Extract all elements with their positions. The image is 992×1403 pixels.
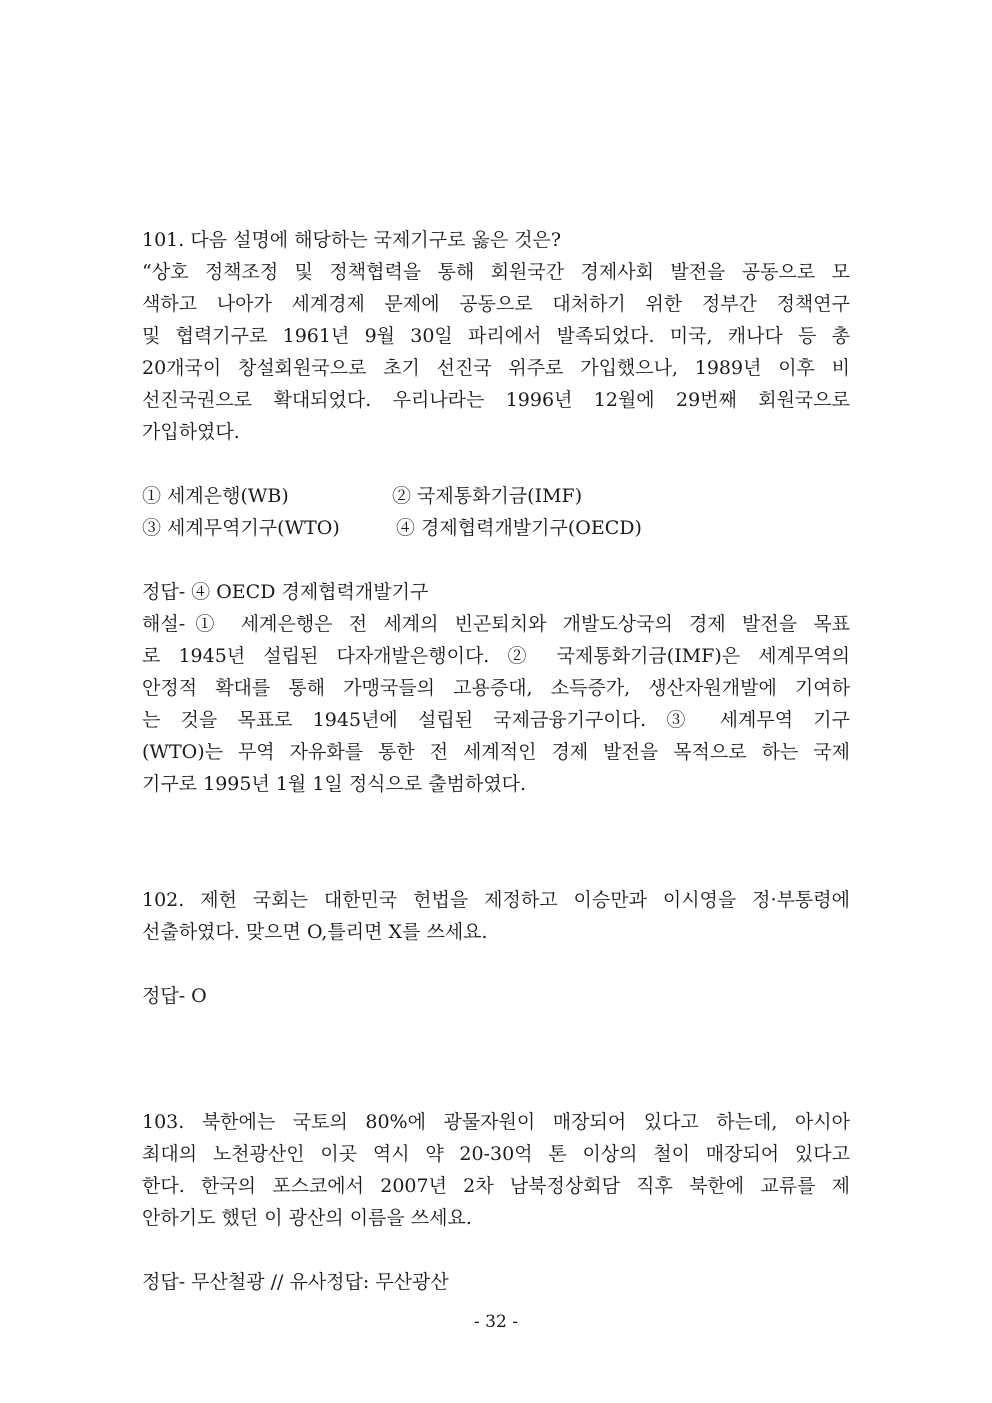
question-101	[142, 224, 850, 800]
passage-line: 색하고 나아가 세계경제 문제에 공동으로 대처하기 위한 정부간 정책연구	[142, 293, 850, 315]
question-103-text: 103. 북한에는 국토의 80%에 광물자원이 매장되어 있다고 하는데, 아시아	[142, 1111, 850, 1133]
option-1: ① 세계은행(WB)	[142, 485, 289, 507]
option-3: ③ 세계무역기구(WTO)	[142, 517, 340, 539]
answer-102: 정답- O	[142, 985, 207, 1007]
question-102-text: 102. 제헌 국회는 대한민국 헌법을 제정하고 이승만과 이시영을 정·부통령에	[142, 889, 850, 911]
page-content	[142, 224, 850, 1298]
page-number: - 32 -	[474, 1312, 518, 1332]
question-101-text: 101. 다음 설명에 해당하는 국제기구로 옳은 것은?	[142, 229, 562, 251]
question-102-text: 선출하였다. 맞으면 O,틀리면 X를 쓰세요.	[142, 921, 488, 943]
explanation-line: (WTO)는 무역 자유화를 통한 전 세계적인 경제 발전을 목적으로 하는 국제	[142, 741, 850, 763]
question-102	[142, 884, 850, 1012]
options-row-1	[142, 480, 850, 512]
options-row-2	[142, 512, 850, 544]
passage-line: 가입하였다.	[142, 421, 240, 443]
explanation-line: 는 것을 목표로 1945년에 설립된 국제금융기구이다. ③ 세계무역 기구	[142, 709, 850, 731]
option-2: ② 국제통화기금(IMF)	[392, 485, 583, 507]
question-103-text: 한다. 한국의 포스코에서 2007년 2차 남북정상회담 직후 북한에 교류를 제	[142, 1175, 850, 1197]
passage-line: “상호 정책조정 및 정책협력을 통해 회원국간 경제사회 발전을 공동으로 모	[142, 261, 850, 283]
explanation-line: 로 1945년 설립된 다자개발은행이다. ② 국제통화기금(IMF)은 세계무역의	[142, 645, 850, 667]
passage-line: 선진국권으로 확대되었다. 우리나라는 1996년 12월에 29번째 회원국으로	[142, 389, 850, 411]
question-103-text: 최대의 노천광산인 이곳 역시 약 20-30억 톤 이상의 철이 매장되어 있다고	[142, 1143, 850, 1165]
answer-103: 정답- 무산철광 // 유사정답: 무산광산	[142, 1271, 449, 1293]
option-4: ④ 경제협력개발기구(OECD)	[396, 517, 642, 539]
passage-line: 20개국이 창설회원국으로 초기 선진국 위주로 가입했으나, 1989년 이후 비	[142, 357, 850, 379]
question-103-text: 안하기도 했던 이 광산의 이름을 쓰세요.	[142, 1207, 472, 1229]
answer-101: 정답- ④ OECD 경제협력개발기구	[142, 581, 429, 603]
passage-line: 및 협력기구로 1961년 9월 30일 파리에서 발족되었다. 미국, 캐나다 등 총	[142, 325, 850, 347]
question-103	[142, 1106, 850, 1298]
explanation-line: 해설-① 세계은행은 전 세계의 빈곤퇴치와 개발도상국의 경제 발전을 목표	[142, 613, 850, 635]
explanation-line: 안정적 확대를 통해 가맹국들의 고용증대, 소득증가, 생산자원개발에 기여하	[142, 677, 850, 699]
explanation-line: 기구로 1995년 1월 1일 정식으로 출범하였다.	[142, 773, 527, 795]
